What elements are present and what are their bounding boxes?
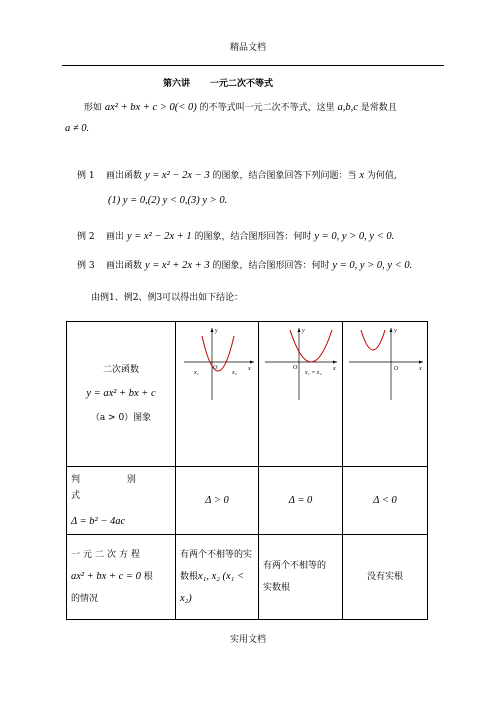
table-row-roots [67,535,428,620]
table-row-graph [67,322,428,467]
example-2: 例 2 画出 y = x² − 2x + 1 的图象，结合图形回答：何时 y = 0, y > 0, y < 0. [77,231,395,242]
y-label: y [215,328,218,334]
cell-graph-negative [343,322,428,467]
cell-function-label: 二次函数 y = ax² + bx + c （a > 0）图象 [67,322,176,467]
intro-formula: ax² + bx + c > 0(< 0) [104,102,197,113]
x-label: x [248,366,251,372]
root-x2-label: x₂ [232,370,237,376]
origin-label: O [394,366,399,372]
example-1: 例 1 画出函数 y = x² − 2x − 3 的图象，结合图象回答下列问题：当 x 为何值, [77,170,397,181]
parabola-curve [361,330,385,350]
cell-delta-zero: Δ = 0 [259,467,343,535]
cell-roots-none: 没有实根 [343,535,428,620]
y-axis-arrow [298,328,301,332]
lecture-title: 一元二次不等式 [210,79,274,89]
cell-discriminant-label: 判 别 式 Δ = b² − 4ac [67,467,176,535]
graph-two-roots [176,322,259,402]
parabola-curve [290,330,332,362]
page-footer: 实用文档 [229,635,266,645]
graph-double-root [259,322,343,402]
root-x1-label: x₁ [194,370,199,376]
cell-delta-negative: Δ < 0 [343,467,428,535]
conclusion-table [66,321,428,620]
table-row-discriminant [67,467,428,535]
cell-equation-label: 一元二次方程 ax² + bx + c = 0 根 的情况 [67,535,176,620]
cell-graph-zero [259,322,343,467]
header-rule [62,65,444,66]
lecture-number: 第六讲 [163,79,191,89]
intro-condition: a ≠ 0. [65,123,90,134]
double-root-label: x₁ = x₂ [305,370,322,376]
x-axis-arrow [250,361,254,364]
example-3: 例 3 画出函数 y = x² + 2x + 3 的图象，结合图形回答：何时 y = 0, y > 0, y < 0. [77,260,413,271]
origin-label: O [213,365,218,371]
y-label: y [302,328,305,334]
graph-no-roots [343,322,428,402]
cell-graph-positive [176,322,259,467]
conclusion-line: 由例1、例2、例3可以得出如下结论： [91,293,244,303]
parabola-curve [202,336,234,371]
cell-roots-double: 有两个不相等的 实数根 [259,535,343,620]
example-1-cases: (1) y = 0,(2) y < 0,(3) y > 0. [108,195,228,206]
y-label: y [394,328,397,334]
cell-delta-positive: Δ > 0 [176,467,259,535]
x-axis-arrow [333,361,337,364]
cell-roots-two-distinct: 有两个不相等的实 数根x₁, x₂ (x₁ < x₂) [176,535,259,620]
page-header: 精品文档 [229,43,266,53]
y-axis-arrow [211,328,214,332]
x-label: x [419,366,422,372]
x-label: x [333,366,336,372]
x-axis-arrow [419,361,423,364]
y-axis-arrow [390,328,393,332]
origin-label: O [293,365,298,371]
intro-line: 形如 ax² + bx + c > 0(< 0) 的不等式叫一元二次不等式，这里 a,b,c 是常数且 [84,102,397,113]
